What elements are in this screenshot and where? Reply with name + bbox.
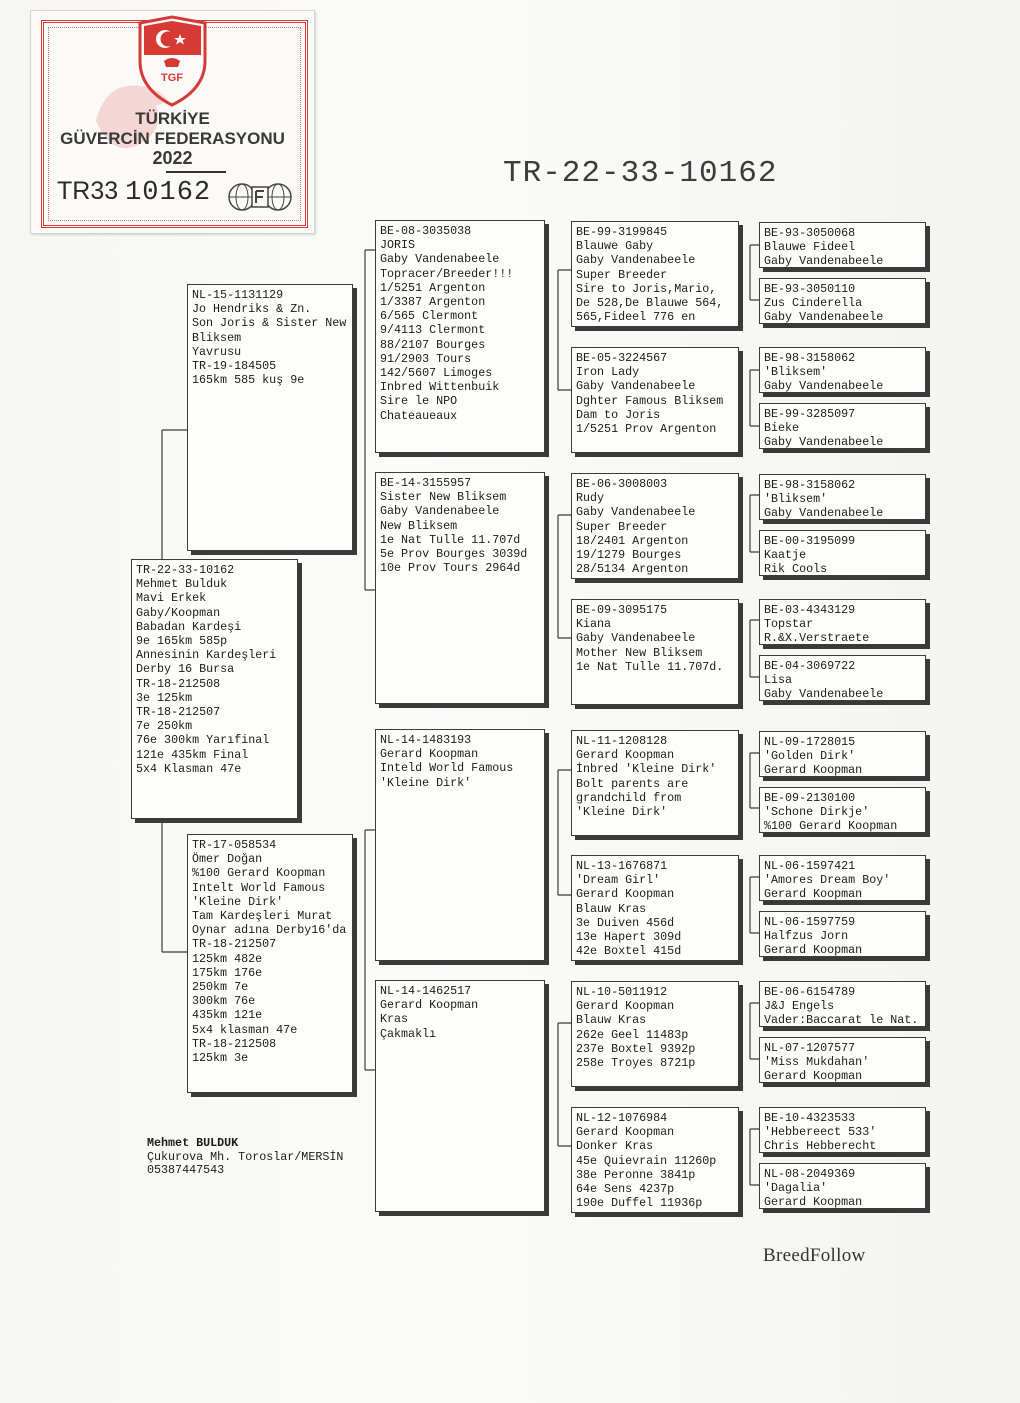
card-line: Bliksem	[192, 330, 242, 345]
card-line: Gerard Koopman	[380, 998, 479, 1013]
card-line: 'Kleine Dirk'	[380, 775, 472, 790]
ring-id: NL-06-1597421	[764, 859, 856, 873]
card-line: Inbred Wittenbuik	[380, 380, 500, 395]
card-line: Gaby Vandenabeele	[764, 379, 884, 393]
card-line: Topstar	[764, 617, 814, 632]
card-line: Derby 16 Bursa	[136, 662, 235, 677]
card-line: Gaby Vandenabeele	[764, 506, 884, 520]
card-line: Kiana	[576, 617, 612, 632]
card-line: 28/5134 Argenton	[576, 562, 689, 577]
card-line: TR-18-212507	[136, 705, 221, 720]
grandparent-card-3	[375, 729, 545, 961]
card-line: 175km 176e	[192, 965, 263, 980]
ring-id: BE-03-4343129	[764, 603, 856, 617]
ring-id: BE-98-3158062	[764, 351, 856, 365]
card-line: Kras	[380, 1012, 409, 1027]
card-line: 1e Nat Tulle 11.707d	[380, 532, 521, 547]
great-grandparent-card-7	[571, 981, 739, 1087]
card-line: Dghter Famous Bliksem	[576, 393, 724, 408]
card-line: 3e 125km	[136, 690, 193, 705]
card-line: Gaby Vandenabeele	[764, 687, 884, 701]
ring-id: TR-17-058534	[192, 838, 277, 852]
card-line: Ömer Doğan	[192, 852, 263, 867]
ring-id: BE-08-3035038	[380, 224, 472, 238]
ring-id: NL-12-1076984	[576, 1111, 668, 1125]
card-line: 9/4113 Clermont	[380, 323, 486, 338]
card-line: 'Amores Dream Boy'	[764, 873, 891, 888]
card-line: TR-18-212507	[192, 937, 277, 952]
great-grandparent-card-8	[571, 1107, 739, 1213]
card-line: 'Dream Girl'	[576, 873, 661, 888]
ancestor-card-16	[759, 1163, 926, 1209]
ancestor-card-4	[759, 403, 926, 449]
federation-country: TÜRKİYE	[135, 109, 210, 128]
card-line: Blauwe Fideel	[764, 240, 856, 255]
ring-id: BE-00-3195099	[764, 534, 856, 548]
card-line: 64e Sens 4237p	[576, 1182, 675, 1197]
ancestor-card-2	[759, 278, 926, 324]
card-line: 38e Peronne 3841p	[576, 1167, 696, 1182]
ancestor-card-10	[759, 787, 926, 833]
pedigree-title: TR-22-33-10162	[503, 156, 778, 191]
card-line: 565,Fideel 776 en	[576, 310, 696, 325]
card-line: Donker Kras	[576, 1139, 654, 1154]
ring-id: BE-09-2130100	[764, 791, 856, 805]
card-line: Gerard Koopman	[764, 887, 863, 901]
card-line: 262e Geel 11483p	[576, 1027, 689, 1042]
ring-id: NL-07-1207577	[764, 1041, 856, 1055]
card-line: 13e Hapert 309d	[576, 930, 682, 945]
ring-id: NL-09-1728015	[764, 735, 856, 749]
card-line: Son Joris & Sister New	[192, 316, 347, 331]
card-line: New Bliksem	[380, 518, 458, 533]
card-line: grandchild from	[576, 790, 682, 805]
card-line: TR-18-212508	[136, 676, 221, 691]
card-line: Vader:Baccarat le Nat.	[764, 1013, 919, 1027]
ancestor-card-12	[759, 911, 926, 957]
ancestor-card-3	[759, 347, 926, 393]
ring-id: BE-06-3008003	[576, 477, 668, 491]
card-line: Gaby Vandenabeele	[576, 379, 696, 394]
ring-id: BE-04-3069722	[764, 659, 856, 673]
card-line: Iron Lady	[576, 365, 640, 380]
ring-id: NL-14-1483193	[380, 733, 472, 747]
ring-id: BE-93-3050110	[764, 282, 856, 296]
card-line: 5x4 Klasman 47e	[136, 761, 242, 776]
card-line: Super Breeder	[576, 267, 668, 282]
ring-id: BE-99-3285097	[764, 407, 856, 421]
card-line: 190e Duffel 11936p	[576, 1196, 703, 1211]
card-line: Gerard Koopman	[764, 943, 863, 957]
grandparent-card-4	[375, 980, 545, 1212]
card-line: 19/1279 Bourges	[576, 548, 682, 563]
card-line: Babadan Kardeşi	[136, 619, 242, 634]
breeder-phone: 05387447543	[147, 1163, 225, 1177]
breeder-info	[147, 1137, 343, 1178]
card-line: 5x4 klasman 47e	[192, 1022, 298, 1037]
card-line: Rudy	[576, 491, 605, 506]
card-line: Jo Hendriks & Zn.	[192, 302, 312, 317]
card-line: 125km 482e	[192, 951, 263, 966]
card-line: 165km 585 kuş 9e	[192, 373, 305, 388]
card-line: Rik Cools	[764, 562, 828, 576]
ancestor-card-7	[759, 599, 926, 645]
card-line: Gaby Vandenabeele	[764, 254, 884, 268]
card-line: TR-18-212508	[192, 1036, 277, 1051]
ring-id: BE-98-3158062	[764, 478, 856, 492]
brand-logo: BreedFollow	[763, 1245, 866, 1266]
ring-id: NL-08-2049369	[764, 1167, 856, 1181]
card-line: J&J Engels	[764, 999, 835, 1014]
breeder-name: Mehmet BULDUK	[147, 1136, 239, 1150]
ancestor-card-11	[759, 855, 926, 901]
card-line: 'Dagalia'	[764, 1181, 828, 1196]
dam-card	[187, 834, 353, 1093]
ring-id: BE-99-3199845	[576, 225, 668, 239]
ring-id: BE-93-3050068	[764, 226, 856, 240]
card-line: Sire le NPO	[380, 394, 458, 409]
card-line: Yavrusu	[192, 344, 242, 359]
ancestor-card-13	[759, 981, 926, 1027]
great-grandparent-card-4	[571, 599, 739, 705]
card-line: Tam Kardeşleri Murat	[192, 909, 333, 924]
card-line: Mehmet Bulduk	[136, 577, 228, 592]
card-line: Gaby Vandenabeele	[764, 435, 884, 449]
card-line: Oynar adına Derby16'da	[192, 923, 347, 938]
ancestor-card-6	[759, 530, 926, 576]
card-line: 42e Boxtel 415d	[576, 944, 682, 959]
card-line: Zus Cinderella	[764, 296, 863, 311]
card-line: 121e 435km Final	[136, 747, 249, 762]
card-line: Gaby/Koopman	[136, 605, 221, 620]
card-line: 'Schone Dirkje'	[764, 805, 870, 820]
card-line: 3e Duiven 456d	[576, 915, 675, 930]
ring-id: BE-05-3224567	[576, 351, 668, 365]
card-line: 'Miss Mukdahan'	[764, 1055, 870, 1070]
card-line: Blauw Kras	[576, 901, 647, 916]
card-line: Bieke	[764, 421, 800, 436]
card-line: 'Bliksem'	[764, 492, 828, 507]
ring-id: NL-11-1208128	[576, 734, 668, 748]
federation-name: GÜVERCİN FEDERASYONU	[60, 129, 285, 148]
card-line: Blauw Kras	[576, 1013, 647, 1028]
breeder-address: Çukurova Mh. Toroslar/MERSİN	[147, 1149, 344, 1164]
ancestor-card-8	[759, 655, 926, 701]
great-grandparent-card-1	[571, 221, 739, 327]
card-line: 'Kleine Dirk'	[576, 805, 668, 820]
card-line: Intelt World Famous	[192, 880, 326, 895]
ring-prefix: TR33	[57, 177, 119, 205]
sire-card	[187, 284, 353, 551]
card-line: 10e Prov Tours 2964d	[380, 561, 521, 576]
card-line: TR-19-184505	[192, 359, 277, 374]
card-line: 1/5251 Prov Argenton	[576, 422, 717, 437]
great-grandparent-card-5	[571, 730, 739, 836]
card-line: Çakmaklı	[380, 1026, 437, 1041]
ring-id: BE-14-3155957	[380, 476, 472, 490]
card-line: İnbred 'Kleine Dirk'	[576, 762, 717, 777]
card-line: 91/2903 Tours	[380, 351, 472, 366]
card-line: Gaby Vandenabeele	[764, 310, 884, 324]
card-line: Annesinin Kardeşleri	[136, 648, 277, 663]
ancestor-card-15	[759, 1107, 926, 1153]
card-line: Gaby Vandenabeele	[576, 631, 696, 646]
card-line: Gerard Koopman	[764, 1069, 863, 1083]
ring-id: BE-06-6154789	[764, 985, 856, 999]
ancestor-card-14	[759, 1037, 926, 1083]
ring-id: TR-22-33-10162	[136, 563, 235, 577]
card-line: JORIS	[380, 238, 416, 253]
card-line: Gerard Koopman	[576, 887, 675, 902]
ring-id: NL-10-5011912	[576, 985, 668, 999]
card-line: Gerard Koopman	[576, 1125, 675, 1140]
card-line: Gerard Koopman	[764, 763, 863, 777]
card-line: Gerard Koopman	[764, 1195, 863, 1209]
ancestor-card-5	[759, 474, 926, 520]
card-line: Gerard Koopman	[576, 748, 675, 763]
card-line: Inteld World Famous	[380, 761, 514, 776]
card-line: 435km 121e	[192, 1008, 263, 1023]
card-line: Gerard Koopman	[380, 747, 479, 762]
card-line: 1/5251 Argenton	[380, 280, 486, 295]
ring-id: BE-09-3095175	[576, 603, 668, 617]
card-line: 1e Nat Tulle 11.707d.	[576, 659, 724, 674]
ancestor-card-9	[759, 731, 926, 777]
card-line: Dam to Joris	[576, 407, 661, 422]
card-line: 1/3387 Argenton	[380, 295, 486, 310]
card-line: 9e 165km 585p	[136, 634, 228, 649]
card-line: %100 Gerard Koopman	[192, 866, 326, 881]
svg-text:TGF: TGF	[161, 72, 183, 84]
card-line: 250km 7e	[192, 980, 249, 995]
card-line: 258e Troyes 8721p	[576, 1056, 696, 1071]
card-line: Super Breeder	[576, 519, 668, 534]
card-line: Gaby Vandenabeele	[576, 505, 696, 520]
card-line: Bolt parents are	[576, 776, 689, 791]
card-line: Gaby Vandenabeele	[380, 504, 500, 519]
card-line: 5e Prov Bourges 3039d	[380, 547, 528, 562]
card-line: Topracer/Breeder!!!	[380, 266, 514, 281]
pigeon-card	[131, 559, 298, 819]
card-line: Mother New Bliksem	[576, 645, 703, 660]
grandparent-card-2	[375, 472, 545, 704]
card-line: 7e 250km	[136, 719, 193, 734]
card-line: Sire to Joris,Mario,	[576, 281, 717, 296]
federation-year: 2022	[152, 148, 193, 168]
card-line: 'Golden Dirk'	[764, 749, 856, 764]
card-line: De 528,De Blauwe 564,	[576, 296, 724, 311]
card-line: Mavi Erkek	[136, 591, 207, 606]
ancestor-card-1	[759, 222, 926, 268]
card-line: %100 Gerard Koopman	[764, 819, 898, 833]
card-line: Chateaueaux	[380, 408, 458, 423]
card-line: Gaby Vandenabeele	[380, 252, 500, 267]
card-line: 45e Quievrain 11260p	[576, 1153, 717, 1168]
card-line: Sister New Bliksem	[380, 490, 507, 505]
card-line: 300km 76e	[192, 994, 256, 1009]
grandparent-card-1	[375, 220, 545, 453]
card-line: Blauwe Gaby	[576, 239, 654, 254]
card-line: Halfzus Jorn	[764, 929, 849, 944]
card-line: 'Hebbereect 533'	[764, 1125, 877, 1140]
ring-serial: 10162	[125, 178, 212, 208]
card-line: 'Bliksem'	[764, 365, 828, 380]
card-line: 237e Boxtel 9392p	[576, 1041, 696, 1056]
great-grandparent-card-3	[571, 473, 739, 579]
ring-id: BE-10-4323533	[764, 1111, 856, 1125]
card-line: 'Kleine Dirk'	[192, 894, 284, 909]
card-line: Chris Hebberecht	[764, 1139, 877, 1153]
card-line: 18/2401 Argenton	[576, 533, 689, 548]
card-line: Kaatje	[764, 548, 807, 563]
ring-id: NL-15-1131129	[192, 288, 284, 302]
card-line: 142/5607 Limoges	[380, 366, 493, 381]
ring-id: NL-14-1462517	[380, 984, 472, 998]
great-grandparent-card-2	[571, 347, 739, 453]
card-line: Gerard Koopman	[576, 999, 675, 1014]
card-line: Gaby Vandenabeele	[576, 253, 696, 268]
ring-id: NL-06-1597759	[764, 915, 856, 929]
ring-id: NL-13-1676871	[576, 859, 668, 873]
card-line: 76e 300km Yarıfinal	[136, 733, 270, 748]
card-line: 88/2107 Bourges	[380, 337, 486, 352]
card-line: R.&X.Verstraete	[764, 631, 870, 645]
card-line: 6/565 Clermont	[380, 309, 479, 324]
card-line: 125km 3e	[192, 1051, 249, 1066]
great-grandparent-card-6	[571, 855, 739, 961]
card-line: Lisa	[764, 673, 793, 688]
